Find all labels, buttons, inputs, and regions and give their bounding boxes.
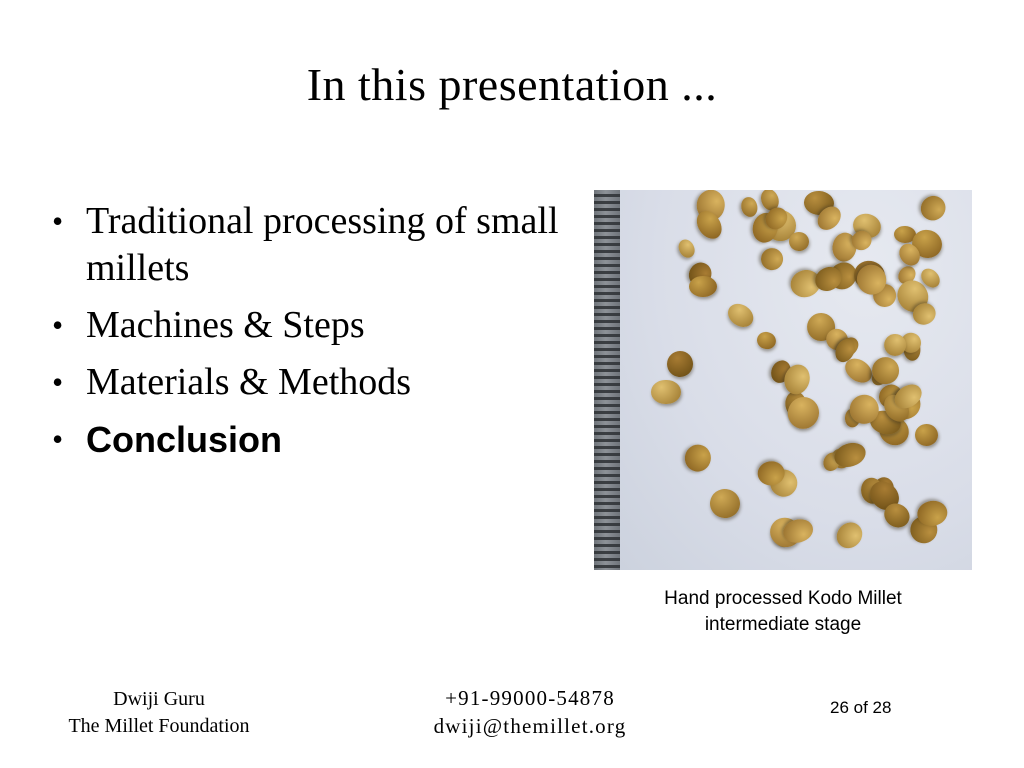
- bullet-dot-icon: •: [52, 307, 64, 343]
- list-item: [52, 416, 572, 463]
- millet-grain: [682, 442, 713, 474]
- millet-grain: [665, 349, 696, 380]
- slide-image: [594, 190, 972, 570]
- image-caption-line2: intermediate stage: [704, 614, 862, 635]
- millet-grain: [871, 357, 899, 384]
- millet-grain: [916, 191, 950, 225]
- millet-photo: [594, 190, 972, 570]
- bullet-dot-icon: •: [52, 421, 64, 457]
- millet-grain: [755, 330, 777, 351]
- millet-grain: [651, 380, 681, 405]
- page-number: 26 of 28: [830, 698, 892, 717]
- list-item: [52, 198, 572, 292]
- list-item: [52, 359, 572, 406]
- millet-grain: [788, 231, 810, 252]
- list-item-label: Traditional processing of small millets: [86, 200, 559, 289]
- image-caption-line1: Hand processed Kodo Millet: [664, 588, 902, 609]
- bullet-dot-icon: •: [52, 203, 64, 239]
- millet-grain: [757, 244, 788, 275]
- ruler-scale: [594, 190, 620, 570]
- list-item-label: Conclusion: [86, 419, 282, 460]
- list-item: [52, 302, 572, 349]
- grain-field: [620, 190, 972, 570]
- image-caption: [594, 586, 972, 638]
- millet-grain: [915, 424, 938, 446]
- footer-contact: [370, 684, 690, 740]
- organization-name: The Millet Foundation: [68, 715, 250, 737]
- millet-grain: [832, 517, 868, 553]
- millet-grain: [724, 299, 759, 332]
- millet-grain: [708, 487, 741, 520]
- page-title: In this presentation ...: [306, 59, 718, 110]
- bullet-list: [52, 198, 572, 473]
- contact-phone: +91-99000-54878: [445, 686, 615, 710]
- list-item-label: Materials & Methods: [86, 361, 412, 403]
- bullet-dot-icon: •: [52, 364, 64, 400]
- list-item-label: Machines & Steps: [86, 304, 365, 346]
- contact-email: dwiji@themillet.org: [433, 714, 627, 738]
- millet-grain: [689, 276, 717, 297]
- millet-grain: [739, 195, 760, 218]
- author-name: Dwiji Guru: [113, 688, 205, 710]
- millet-grain: [675, 237, 697, 261]
- footer-author: [14, 686, 304, 740]
